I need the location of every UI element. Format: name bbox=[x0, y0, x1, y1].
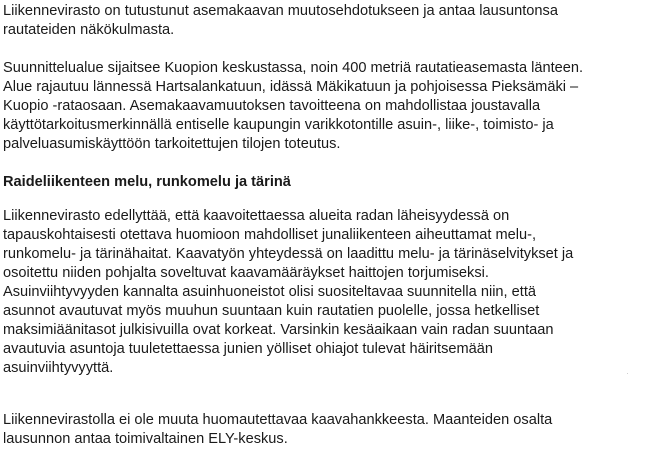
text-line: asunnot avautuvat myös muuhun suuntaan kuin rautatien puolelle, jossa hetkelliset bbox=[3, 303, 540, 319]
section-heading: Raideliikenteen melu, runkomelu ja tärinä bbox=[3, 174, 291, 190]
text-line: Alue rajautuu lännessä Hartsalankatuun, idässä Mäkikatuun ja pohjoisessa Pieksämäki – bbox=[3, 79, 579, 95]
text-line: palveluasumiskäyttöön tarkoitettujen tilojen toteutus. bbox=[3, 136, 341, 152]
text-line: Liikennevirasto on tutustunut asemakaavan muutosehdotukseen ja antaa lausuntonsa bbox=[3, 3, 558, 19]
text-line: käyttötarkoitusmerkinnällä entiselle kaupungin varikkotontille asuin-, liike-, toimisto- ja bbox=[3, 117, 554, 133]
text-line: lausunnon antaa toimivaltainen ELY-keskus. bbox=[3, 431, 288, 447]
closing-paragraph bbox=[3, 411, 552, 449]
text-line: Liikennevirasto edellyttää, että kaavoitettaessa alueita radan läheisyydessä on bbox=[3, 208, 510, 224]
text-line: asuinviihtyvyyttä. bbox=[3, 360, 114, 376]
text-line: avautuvia asuntoja tuuletettaessa junien yölliset ohiajot tulevat häiritsemään bbox=[3, 341, 494, 357]
text-line: rautateiden näkökulmasta. bbox=[3, 22, 175, 38]
scan-speck bbox=[627, 373, 628, 374]
area-description-paragraph bbox=[3, 59, 583, 154]
text-line: Suunnittelualue sijaitsee Kuopion keskustassa, noin 400 metriä rautatieasemasta länteen. bbox=[3, 60, 584, 76]
text-line: runkomelu- ja tärinähaitat. Kaavatyön yhteydessä on laadittu melu- ja tärinäselvitykset ja bbox=[3, 246, 574, 262]
text-line: Liikennevirastolla ei ole muuta huomautettavaa kaavahankkeesta. Maanteiden osalta bbox=[3, 412, 553, 428]
text-line: osoitettu niiden pohjalta soveltuvat kaavamääräykset haittojen torjumiseksi. bbox=[3, 265, 489, 281]
noise-vibration-paragraph bbox=[3, 207, 573, 378]
text-line: Asuinviihtyvyyden kannalta asuinhuoneistot olisi suositeltavaa suunnitella niin, että bbox=[3, 284, 536, 300]
text-line: Kuopio -rataosaan. Asemakaavamuutoksen tavoitteena on mahdollistaa joustavalla bbox=[3, 98, 541, 114]
text-line: tapauskohtaisesti otettava huomioon mahdolliset junaliikenteen aiheuttamat melu-, bbox=[3, 227, 536, 243]
text-line: maksimiäänitasot julkisivuilla ovat korkeat. Varsinkin kesäaikaan vain radan suuntaan bbox=[3, 322, 554, 338]
intro-paragraph bbox=[3, 2, 558, 40]
